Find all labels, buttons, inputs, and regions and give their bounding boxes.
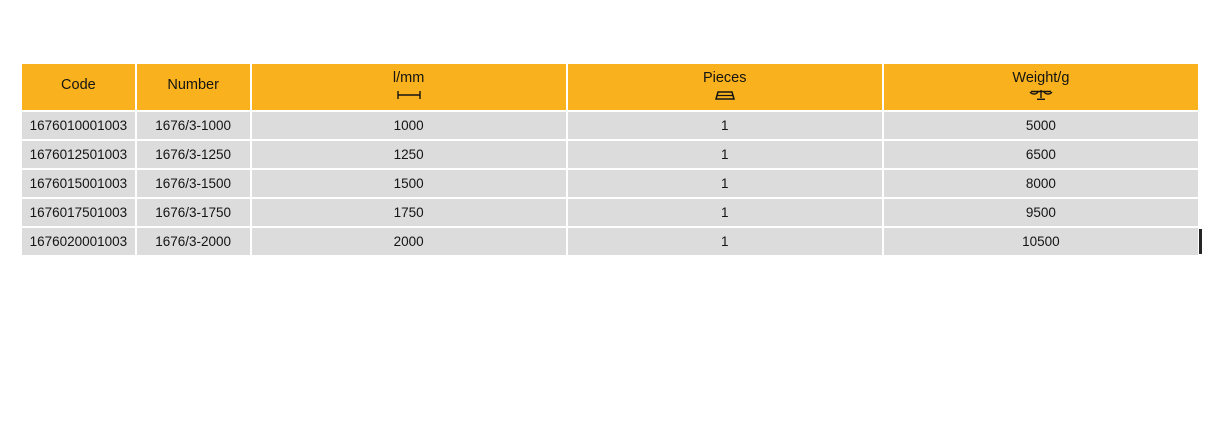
cell-length: 2000 xyxy=(252,228,566,255)
cell-code: 1676015001003 xyxy=(22,170,135,197)
table-body xyxy=(22,112,1198,255)
cell-code: 1676017501003 xyxy=(22,199,135,226)
balance-scale-icon xyxy=(1028,88,1054,101)
product-specification-table xyxy=(20,62,1200,257)
column-header-weight-label: Weight/g xyxy=(1012,70,1070,87)
column-header-pieces xyxy=(568,64,882,110)
cell-weight: 8000 xyxy=(884,170,1198,197)
cell-code: 1676010001003 xyxy=(22,112,135,139)
scroll-position-marker[interactable] xyxy=(1199,229,1202,254)
table-row xyxy=(22,112,1198,139)
cell-number: 1676/3-2000 xyxy=(137,228,250,255)
cell-pieces: 1 xyxy=(568,228,882,255)
table-row xyxy=(22,170,1198,197)
table-row xyxy=(22,141,1198,168)
cell-weight: 6500 xyxy=(884,141,1198,168)
cell-pieces: 1 xyxy=(568,112,882,139)
length-measure-icon xyxy=(396,88,422,101)
cell-length: 1500 xyxy=(252,170,566,197)
column-header-code-label: Code xyxy=(61,77,96,94)
cell-number: 1676/3-1500 xyxy=(137,170,250,197)
cell-length: 1000 xyxy=(252,112,566,139)
cell-pieces: 1 xyxy=(568,199,882,226)
column-header-length xyxy=(252,64,566,110)
table-header-row xyxy=(22,64,1198,110)
table-row xyxy=(22,199,1198,226)
column-header-weight xyxy=(884,64,1198,110)
cell-number: 1676/3-1000 xyxy=(137,112,250,139)
cell-pieces: 1 xyxy=(568,141,882,168)
column-header-number xyxy=(137,64,250,110)
column-header-pieces-label: Pieces xyxy=(702,70,747,87)
cell-length: 1750 xyxy=(252,199,566,226)
column-header-number-label: Number xyxy=(167,77,219,94)
cell-length: 1250 xyxy=(252,141,566,168)
cell-weight: 9500 xyxy=(884,199,1198,226)
cell-code: 1676012501003 xyxy=(22,141,135,168)
table-row xyxy=(22,228,1198,255)
package-box-icon xyxy=(714,88,736,101)
cell-pieces: 1 xyxy=(568,170,882,197)
cell-number: 1676/3-1250 xyxy=(137,141,250,168)
cell-code: 1676020001003 xyxy=(22,228,135,255)
cell-number: 1676/3-1750 xyxy=(137,199,250,226)
column-header-length-label: l/mm xyxy=(392,70,425,87)
cell-weight: 5000 xyxy=(884,112,1198,139)
cell-weight: 10500 xyxy=(884,228,1198,255)
column-header-code xyxy=(22,64,135,110)
